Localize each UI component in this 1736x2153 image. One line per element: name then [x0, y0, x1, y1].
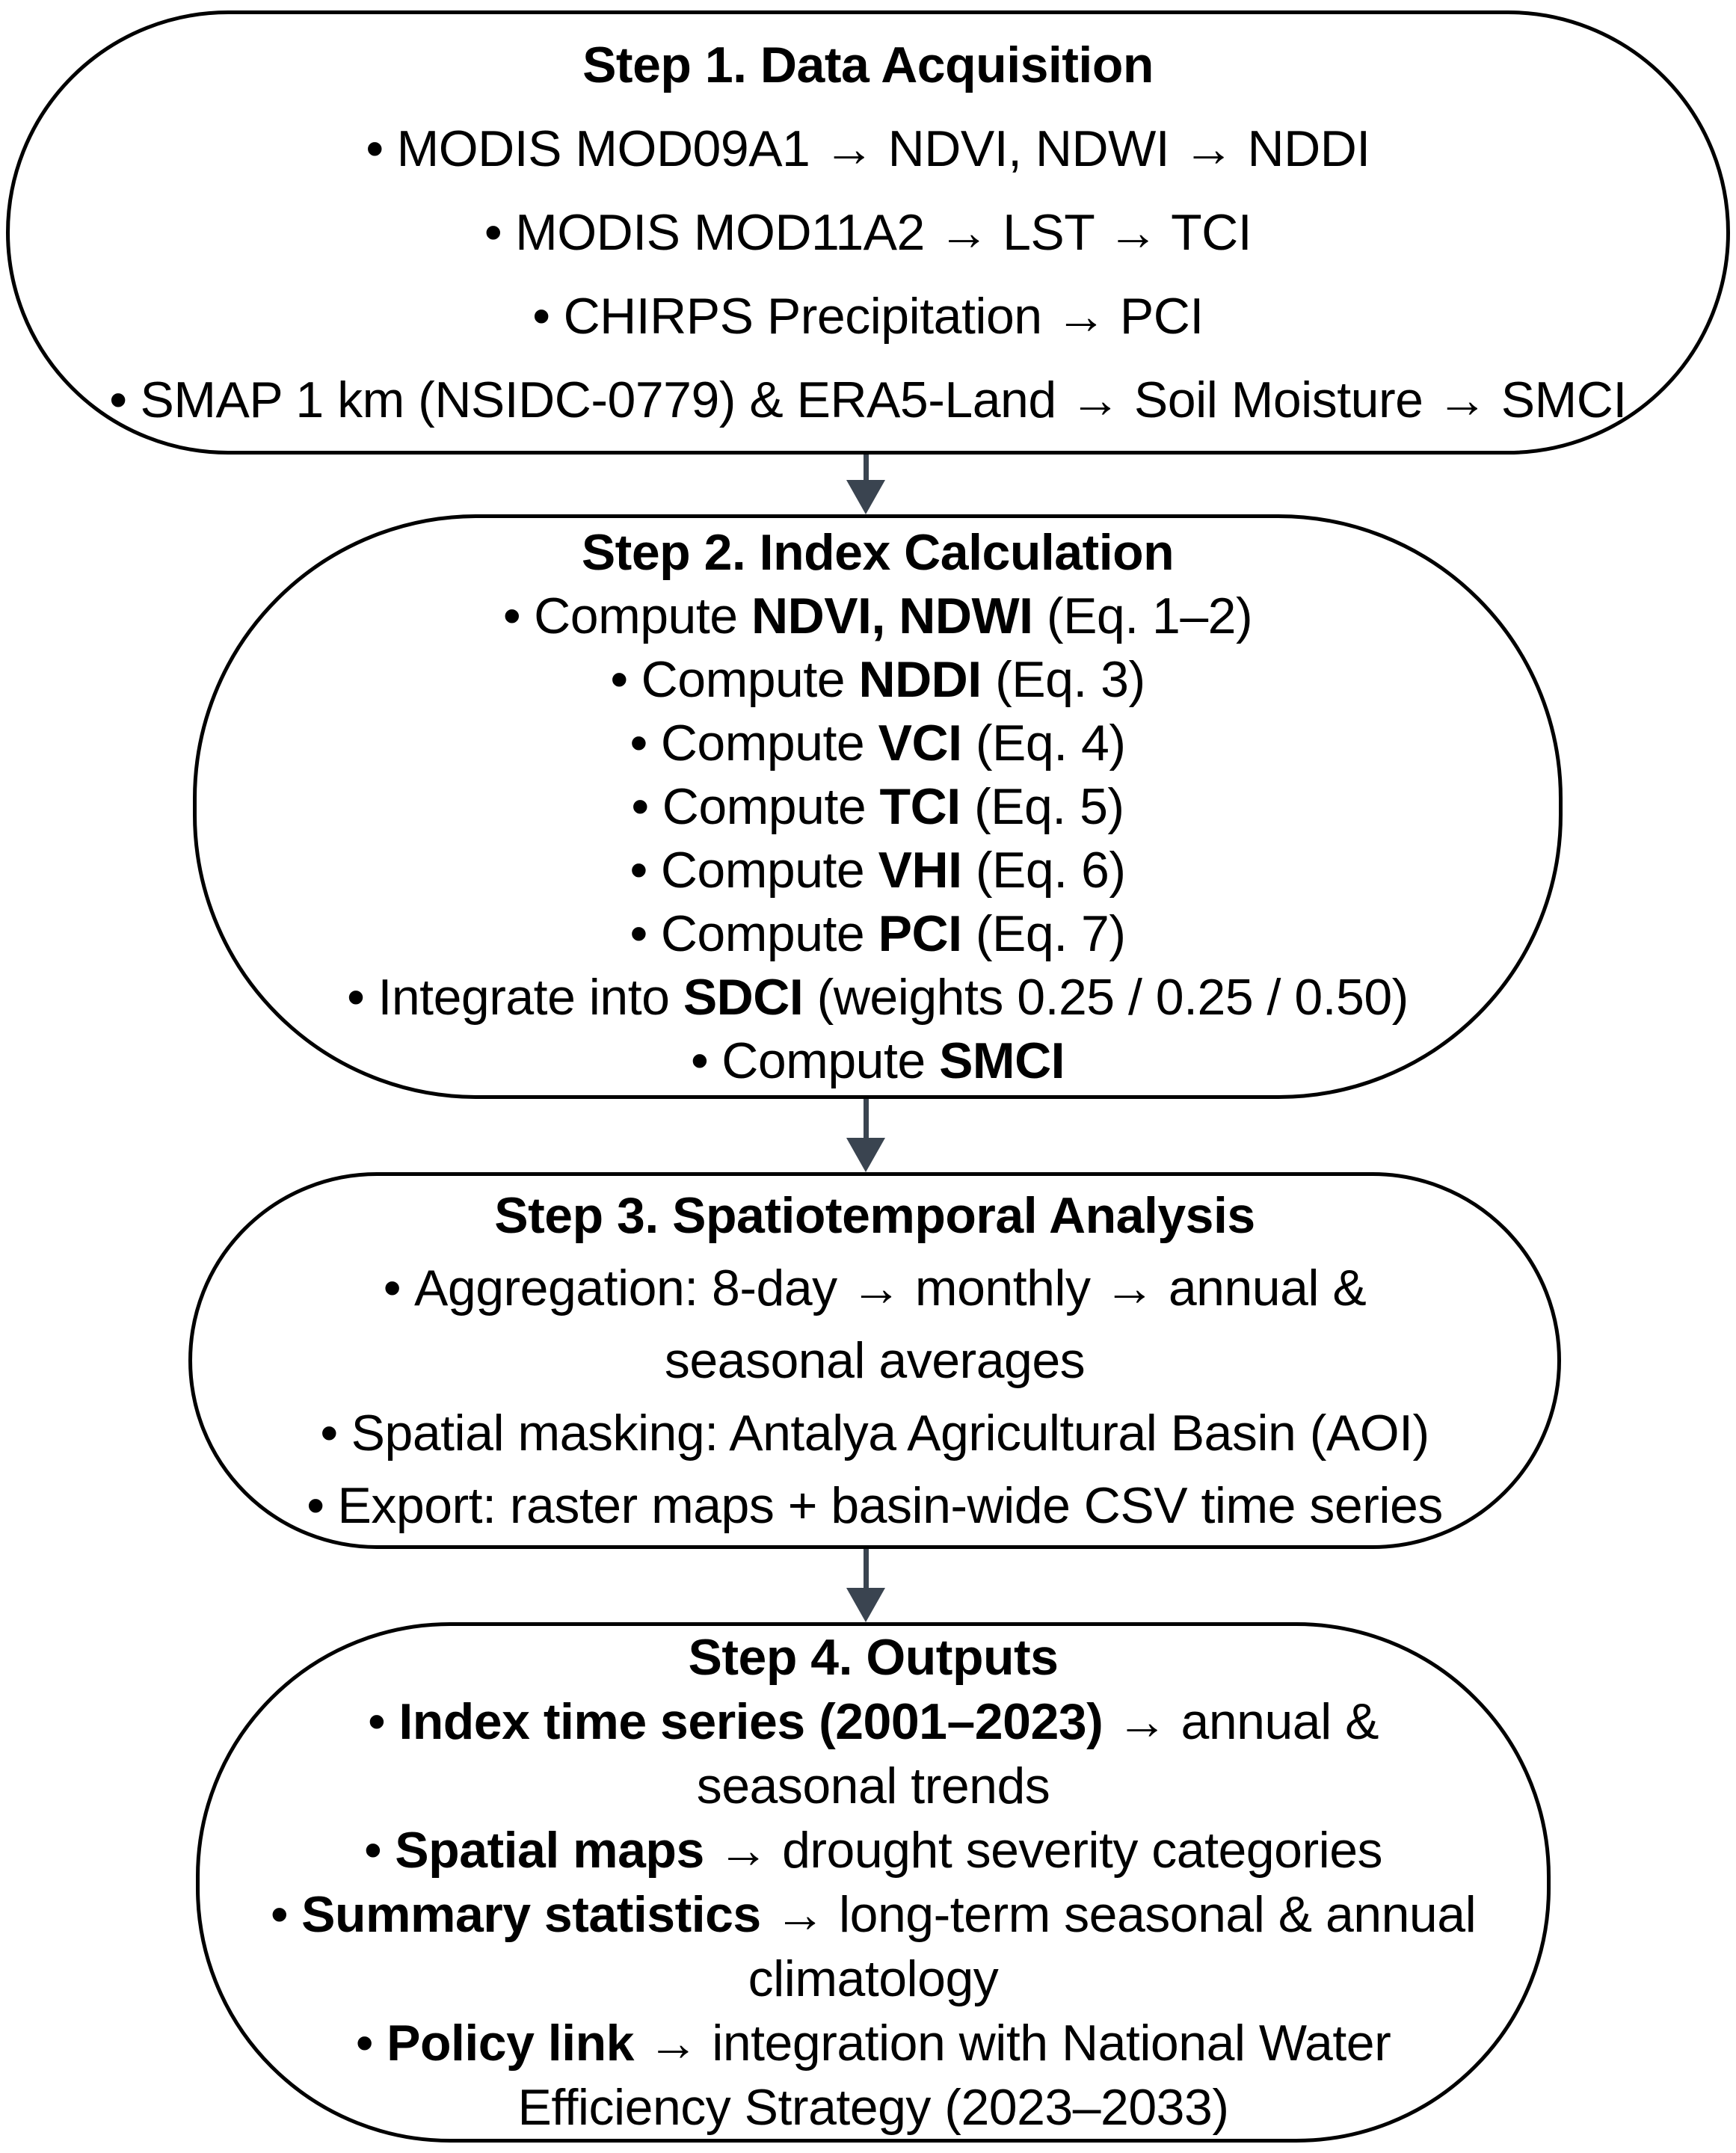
text-segment: (Eq. 3) — [981, 650, 1145, 708]
text-segment: SMCI — [939, 1032, 1065, 1089]
bullet-line — [307, 1470, 1443, 1542]
text-segment: seasonal averages — [664, 1331, 1086, 1389]
text-segment: Spatial masking: Antalya Agricultural Basin (AOI) — [351, 1404, 1429, 1461]
flow-arrow-down-3 — [843, 1549, 888, 1622]
arrow-shaft — [864, 1099, 869, 1142]
text-segment: NDDI — [858, 650, 982, 708]
text-segment: SMAP 1 km (NSIDC-0779) & ERA5-Land → Soil Moisture → SMCI — [140, 372, 1627, 428]
arrow-shaft — [864, 1549, 869, 1592]
bullet-marker: • — [630, 841, 647, 899]
bullet-line — [368, 1690, 1379, 1754]
text-segment: climatology — [748, 1950, 999, 2007]
bullet-marker: • — [532, 288, 550, 345]
bullet-line — [630, 839, 1126, 902]
bullet-marker: • — [307, 1476, 324, 1534]
flow-arrow-down-2 — [843, 1099, 888, 1172]
bullet-marker: • — [631, 777, 649, 835]
bullet-marker: • — [610, 650, 628, 708]
text-segment: → drought severity categories — [704, 1822, 1383, 1879]
text-segment: VHI — [878, 841, 962, 899]
bullet-line — [631, 775, 1124, 839]
text-segment: Aggregation: 8-day → monthly → annual & — [414, 1259, 1367, 1316]
bullet-marker: • — [484, 204, 502, 261]
step-2-box — [193, 514, 1563, 1099]
continuation-line — [518, 2075, 1229, 2140]
text-segment: Efficiency Strategy (2023–2033) — [517, 2079, 1229, 2136]
bullet-marker: • — [355, 2015, 374, 2072]
step-4-title: Step 4. Outputs — [688, 1629, 1059, 1686]
arrow-head-icon — [846, 1138, 885, 1172]
text-segment: MODIS MOD11A2 → LST → TCI — [515, 204, 1252, 261]
bullet-marker: • — [109, 372, 127, 428]
bullet-line — [320, 1397, 1429, 1470]
step-4-box — [196, 1622, 1551, 2143]
bullet-line — [364, 1818, 1382, 1882]
bullet-marker: • — [366, 120, 384, 177]
bullet-marker: • — [383, 1259, 401, 1316]
bullet-line — [691, 1029, 1065, 1093]
step-1-title: Step 1. Data Acquisition — [582, 37, 1154, 93]
text-segment: PCI — [878, 905, 962, 962]
arrow-head-icon — [846, 1588, 885, 1622]
bullet-marker: • — [690, 1032, 709, 1089]
bullet-line — [356, 2011, 1391, 2075]
step-2-title: Step 2. Index Calculation — [581, 523, 1175, 581]
bullet-marker: • — [368, 1693, 386, 1750]
bullet-marker: • — [270, 1886, 289, 1943]
text-segment: (Eq. 4) — [961, 714, 1126, 771]
bullet-marker: • — [502, 587, 521, 644]
text-segment: (Eq. 7) — [961, 905, 1126, 962]
bullet-line — [630, 902, 1126, 966]
text-segment: → integration with National Water — [633, 2015, 1391, 2072]
text-segment: → long-term seasonal & annual — [760, 1886, 1477, 1943]
bullet-marker: • — [320, 1404, 338, 1461]
text-segment: (Eq. 1–2) — [1032, 587, 1253, 644]
text-segment: Compute — [660, 714, 878, 771]
text-segment: Integrate into — [378, 968, 683, 1026]
bullet-marker: • — [363, 1822, 382, 1879]
text-segment: → annual & — [1103, 1693, 1379, 1750]
text-segment: Spatial maps — [395, 1822, 704, 1879]
flow-arrow-down-1 — [843, 455, 888, 514]
bullet-line — [532, 274, 1203, 358]
text-segment: (Eq. 5) — [960, 777, 1124, 835]
text-segment: Compute — [721, 1032, 940, 1089]
continuation-line — [665, 1325, 1085, 1397]
text-segment: Compute — [662, 777, 880, 835]
bullet-marker: • — [347, 968, 365, 1026]
bullet-line — [109, 358, 1627, 442]
text-segment: Export: raster maps + basin-wide CSV time series — [337, 1476, 1443, 1534]
step-3-title: Step 3. Spatiotemporal Analysis — [494, 1186, 1255, 1244]
bullet-marker: • — [630, 905, 647, 962]
bullet-line — [503, 585, 1252, 648]
text-segment: Compute — [660, 905, 878, 962]
text-segment: NDVI, NDWI — [751, 587, 1033, 644]
text-segment: Compute — [660, 841, 878, 899]
arrow-head-icon — [846, 480, 885, 514]
text-segment: VCI — [878, 714, 962, 771]
text-segment: SDCI — [683, 968, 804, 1026]
bullet-line — [610, 648, 1145, 712]
text-segment: Index time series (2001–2023) — [398, 1693, 1104, 1750]
text-segment: Compute — [641, 650, 859, 708]
text-segment: (Eq. 6) — [961, 841, 1126, 899]
text-segment: MODIS MOD09A1 → NDVI, NDWI → NDDI — [396, 120, 1370, 177]
continuation-line — [697, 1754, 1050, 1818]
bullet-line — [271, 1882, 1476, 1947]
text-segment: seasonal trends — [696, 1758, 1050, 1814]
continuation-line — [748, 1947, 999, 2011]
bullet-line — [484, 191, 1252, 274]
bullet-line — [384, 1252, 1367, 1325]
bullet-line — [347, 966, 1409, 1029]
bullet-marker: • — [630, 714, 647, 771]
text-segment: CHIRPS Precipitation → PCI — [563, 288, 1204, 345]
bullet-line — [630, 712, 1126, 775]
text-segment: Summary statistics — [301, 1886, 761, 1943]
text-segment: TCI — [879, 777, 961, 835]
text-segment: Policy link — [387, 2015, 634, 2072]
bullet-line — [366, 107, 1370, 191]
text-segment: Compute — [534, 587, 751, 644]
text-segment: (weights 0.25 / 0.25 / 0.50) — [803, 968, 1409, 1026]
step-3-box — [188, 1172, 1561, 1549]
step-1-box — [6, 10, 1730, 455]
